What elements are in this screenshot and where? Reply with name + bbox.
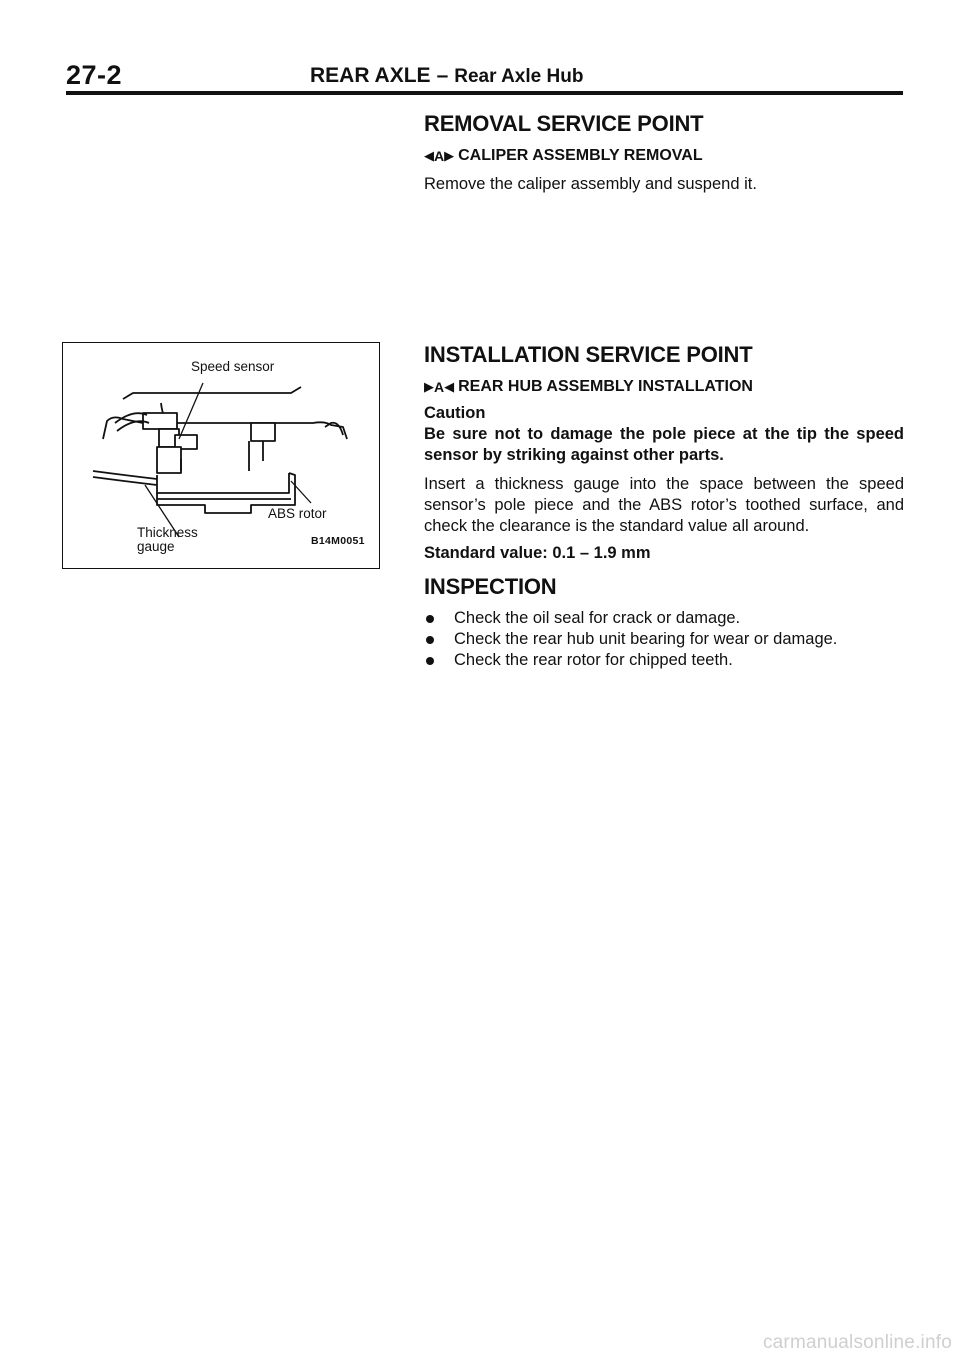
installation-body: Insert a thickness gauge into the space between the speed sensor’s pole piece and the ABS rotor’s toothed surface, and check the clearance is the standard value all around. (424, 475, 904, 535)
removal-marker (424, 148, 454, 164)
watermark: carmanualsonline.info (762, 1332, 952, 1353)
speed-sensor-figure (62, 342, 380, 569)
page-number: 27-2 (66, 60, 123, 90)
installation-subheading: REAR HUB ASSEMBLY INSTALLATION (458, 378, 753, 395)
installation-subheading-row (424, 378, 904, 396)
installation-heading: INSTALLATION SERVICE POINT (424, 342, 753, 367)
chapter-name: REAR AXLE (310, 64, 431, 87)
inspection-item: Check the rear rotor for chipped teeth. (424, 650, 904, 671)
caution-title: Caution (424, 404, 486, 422)
removal-subheading-row (424, 147, 904, 165)
triangle-left-icon: ◀ (444, 379, 455, 394)
removal-subheading: CALIPER ASSEMBLY REMOVAL (458, 147, 703, 164)
inspection-item: Check the oil seal for crack or damage. (424, 608, 904, 629)
removal-section (424, 111, 904, 195)
inspection-item: Check the rear hub unit bearing for wear or damage. (424, 629, 904, 650)
figure-code: B14M0051 (311, 535, 365, 547)
caution-text: Be sure not to damage the pole piece at the tip the speed sensor by striking against other parts. (424, 425, 904, 464)
inspection-section (424, 574, 904, 671)
installation-section (424, 342, 904, 564)
removal-text: Remove the caliper assembly and suspend it. (424, 175, 757, 193)
inspection-heading: INSPECTION (424, 574, 557, 599)
installation-marker (424, 379, 454, 395)
removal-heading: REMOVAL SERVICE POINT (424, 111, 704, 136)
inspection-list (424, 608, 904, 671)
triangle-left-icon: ◀ (424, 148, 434, 163)
thickness-gauge-label-line1: Thickness (137, 525, 198, 540)
header-rule (66, 91, 903, 95)
installation-marker-letter: A (434, 379, 445, 395)
triangle-right-icon: ▶ (444, 148, 455, 163)
standard-value: Standard value: 0.1 – 1.9 mm (424, 544, 651, 562)
section-name: Rear Axle Hub (454, 66, 584, 87)
chapter-title: REAR AXLE – Rear Axle Hub (310, 64, 584, 87)
abs-rotor-label: ABS rotor (268, 506, 327, 521)
removal-marker-letter: A (434, 148, 445, 164)
speed-sensor-label: Speed sensor (191, 359, 275, 374)
thickness-gauge-label-line2: gauge (137, 539, 175, 554)
page-header (66, 60, 901, 94)
triangle-right-icon: ▶ (424, 379, 434, 394)
